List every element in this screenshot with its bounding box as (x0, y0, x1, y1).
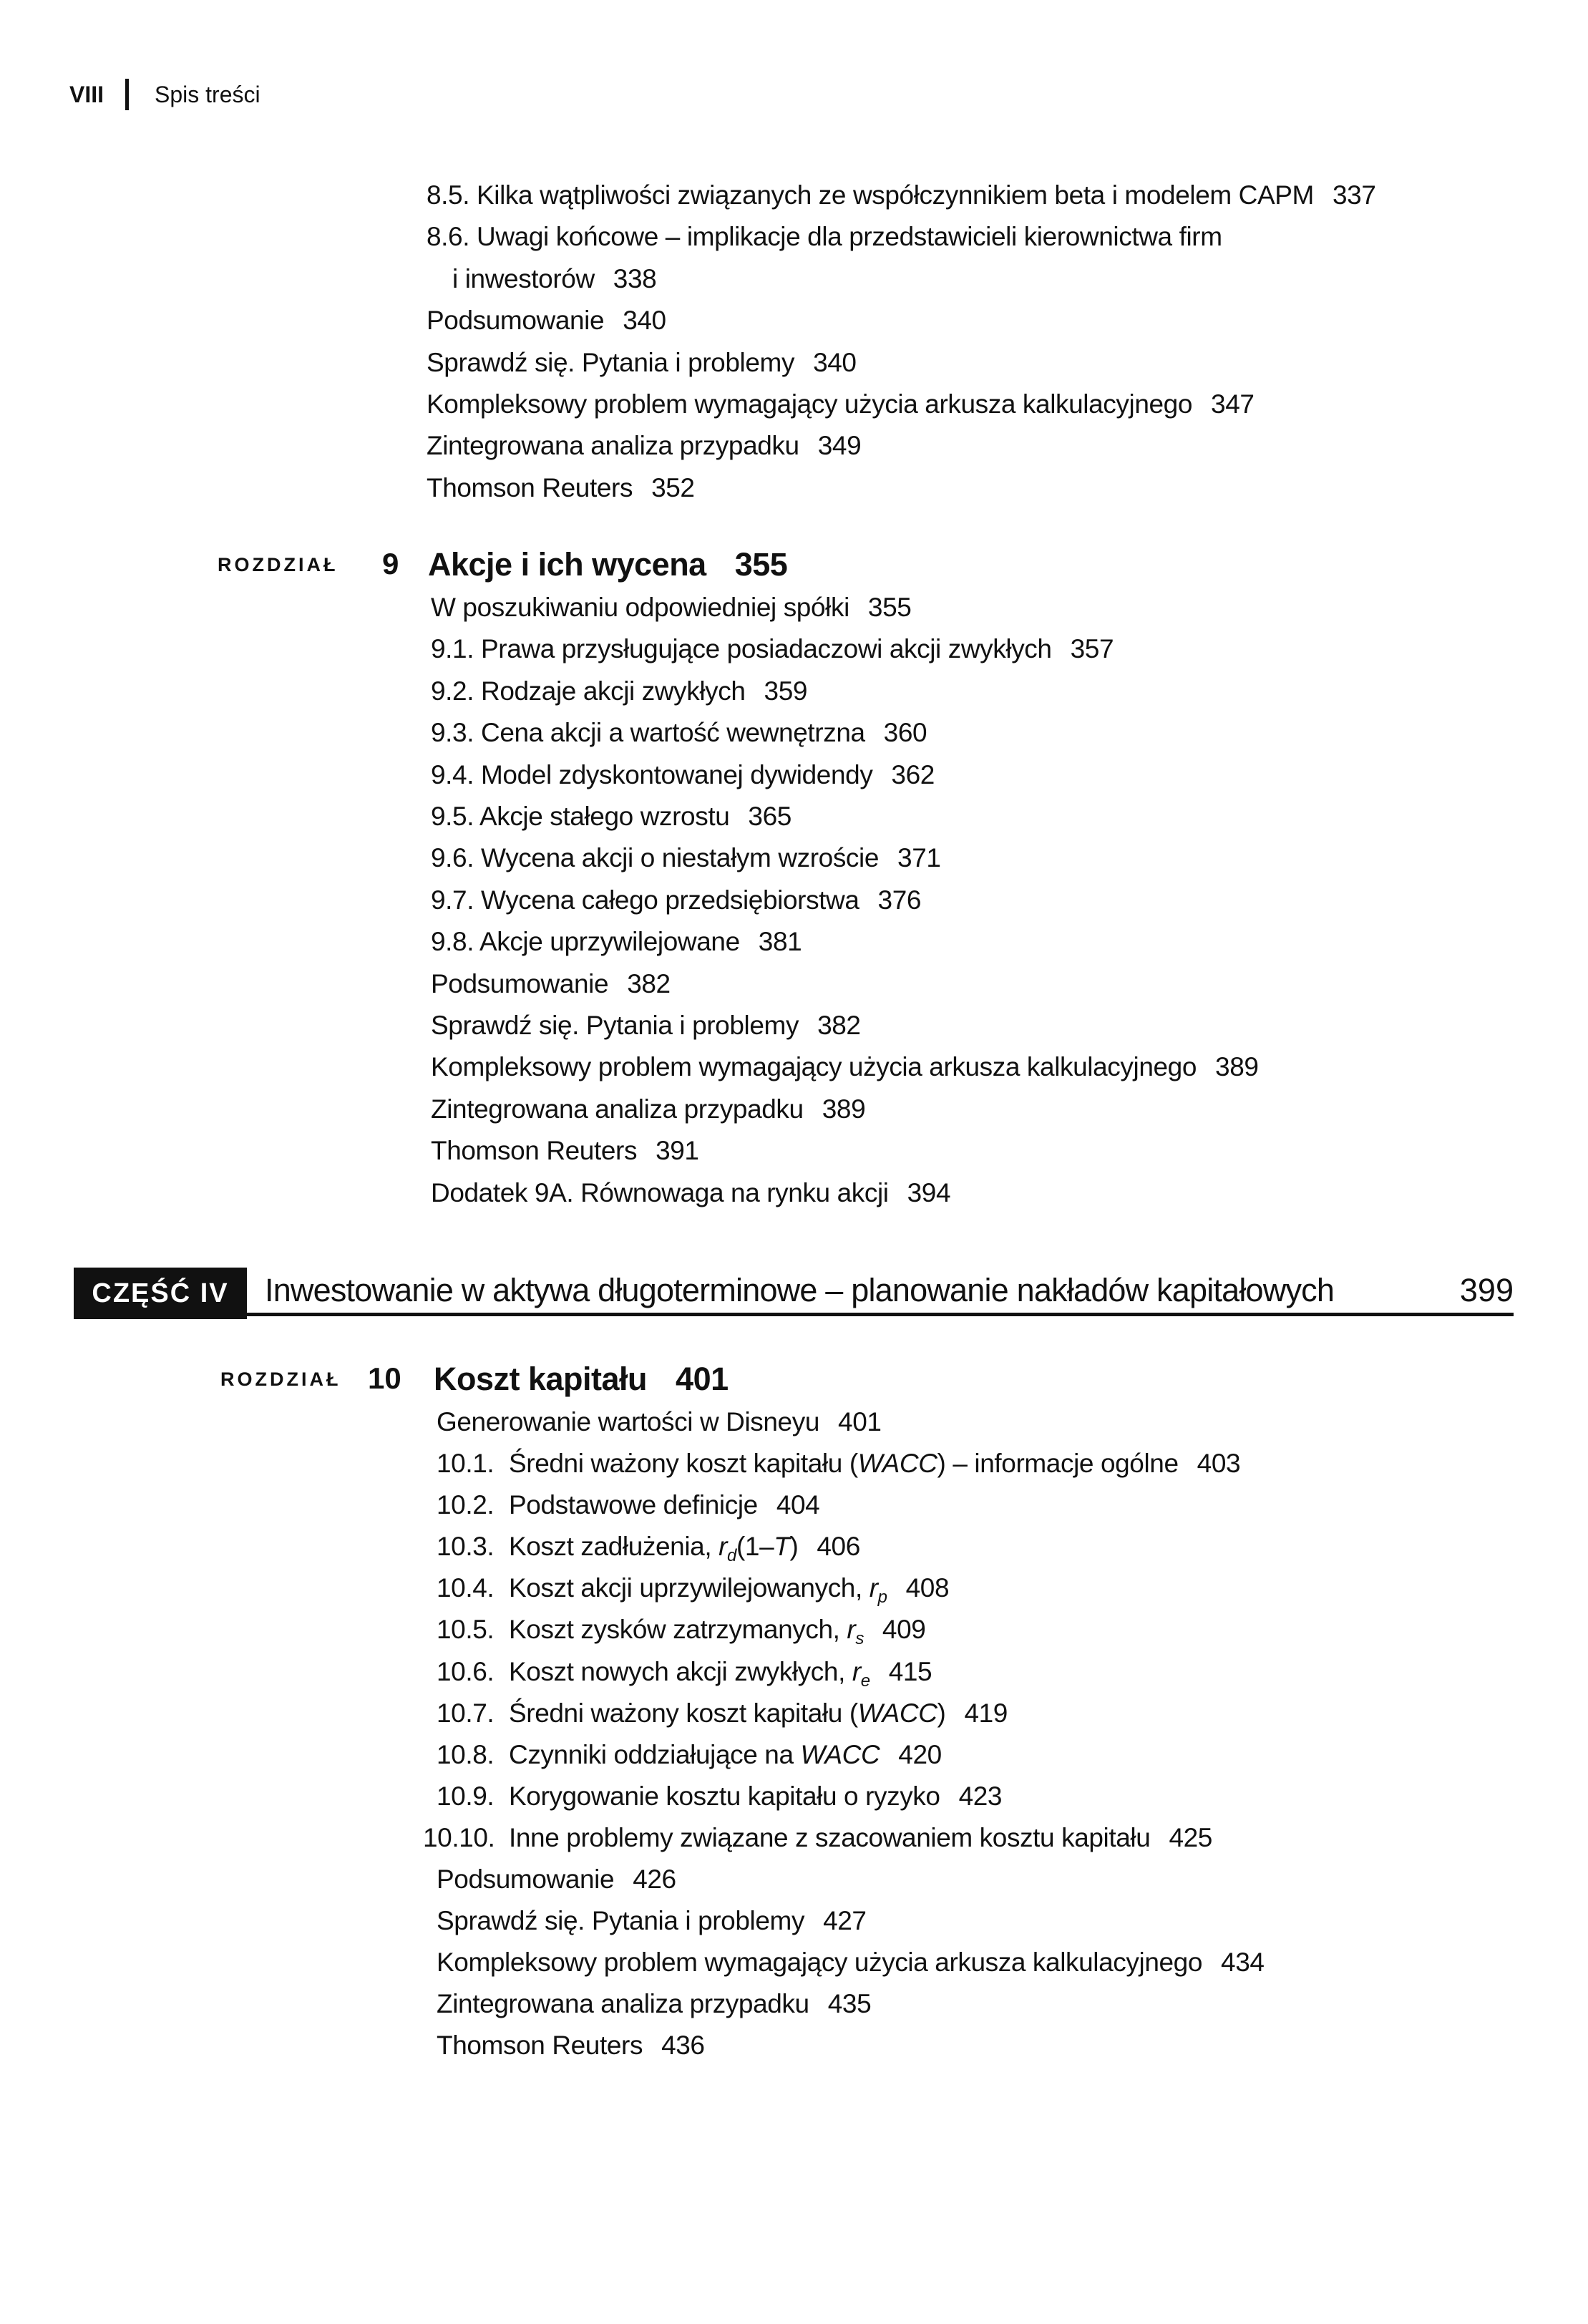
toc-entry[interactable] (427, 342, 1376, 384)
entry-title-segment: Średni ważony koszt kapitału ( (509, 1698, 858, 1728)
chapter-page: 355 (734, 546, 788, 583)
entry-page: 365 (748, 802, 791, 832)
entry-title-segment: Thomson Reuters (437, 2031, 643, 2061)
section-number: 10.4. (437, 1573, 495, 1603)
entry-title-segment: W poszukiwaniu odpowiedniej spółki (431, 593, 849, 622)
section-number: 10.2. (437, 1490, 495, 1520)
entry-page: 435 (827, 1989, 872, 2019)
toc-entry[interactable] (437, 1734, 1265, 1776)
toc-entry[interactable] (437, 1776, 1265, 1817)
entry-page: 371 (897, 843, 941, 873)
toc-entry[interactable] (431, 963, 1259, 1005)
entry-page: 382 (817, 1011, 861, 1041)
entry-page: 340 (813, 347, 857, 377)
entry-page: 419 (964, 1698, 1008, 1728)
entry-page: 408 (905, 1573, 950, 1603)
entry-title-segment: Czynniki oddziałujące na (509, 1739, 801, 1769)
entry-page: 391 (656, 1136, 699, 1166)
toc-entry[interactable] (431, 1005, 1259, 1046)
entry-page: 389 (1215, 1052, 1259, 1082)
part-4-heading (74, 1268, 1514, 1319)
entry-title-segment: Koszt nowych akcji zwykłych, (509, 1656, 852, 1686)
entry-title-segment: Średni ważony koszt kapitału ( (509, 1449, 858, 1479)
entry-title-segment: Sprawdź się. Pytania i problemy (431, 1011, 799, 1041)
entry-page: 360 (883, 718, 927, 748)
part-page: 399 (1459, 1272, 1514, 1308)
entry-title-segment: ) (937, 1698, 946, 1728)
entry-page: 426 (633, 1864, 676, 1895)
section-number: 10.6. (437, 1656, 495, 1686)
chapter-number: 10 (368, 1361, 401, 1395)
entry-title-segment: T (774, 1532, 790, 1562)
toc-entry[interactable] (431, 587, 1259, 628)
section-number: 10.3. (437, 1532, 495, 1562)
entry-title-segment: Sprawdź się. Pytania i problemy (427, 347, 795, 377)
entry-title-segment: Podsumowanie (427, 306, 605, 336)
entry-title-segment: WACC (857, 1698, 937, 1728)
section-number: 10.8. (437, 1739, 495, 1769)
entry-page: 427 (823, 1906, 867, 1936)
entry-title-segment: Sprawdź się. Pytania i problemy (437, 1906, 805, 1936)
entry-title-segment: i inwestorów (452, 263, 595, 293)
toc-entry[interactable] (437, 2025, 1265, 2066)
toc-entry[interactable] (427, 216, 1376, 258)
toc-entry[interactable] (431, 712, 1259, 754)
entry-title-segment: 9.2. Rodzaje akcji zwykłych (431, 676, 746, 706)
entry-title-segment: Korygowanie kosztu kapitału o ryzyko (509, 1781, 940, 1811)
toc-entry[interactable] (437, 1651, 1265, 1693)
part-rule (247, 1313, 1514, 1316)
toc-entry[interactable] (427, 175, 1376, 216)
chapter-page: 401 (676, 1361, 729, 1397)
part-title[interactable]: Inwestowanie w aktywa długoterminowe – planowanie nakładów kapitałowych (265, 1272, 1335, 1308)
toc-entry[interactable] (437, 1443, 1265, 1484)
entry-page: 436 (661, 2031, 705, 2061)
entry-title-segment: 9.3. Cena akcji a wartość wewnętrzna (431, 718, 865, 748)
entry-title-segment: Zintegrowana analiza przypadku (427, 431, 799, 461)
entry-title-segment: Zintegrowana analiza przypadku (431, 1094, 804, 1124)
toc-entry[interactable] (431, 671, 1259, 712)
toc-entry[interactable] (437, 1693, 1265, 1734)
entry-page: 425 (1169, 1822, 1212, 1852)
entry-title-segment: Koszt zadłużenia, (509, 1532, 719, 1562)
running-header (69, 79, 260, 110)
toc-entry[interactable] (431, 1089, 1259, 1130)
entry-title-segment: Generowanie wartości w Disneyu (437, 1407, 820, 1436)
chapter-title[interactable] (428, 546, 787, 583)
entry-page: 357 (1070, 634, 1114, 664)
header-divider (125, 79, 129, 110)
entry-page: 434 (1221, 1948, 1265, 1978)
entry-page: 381 (758, 927, 802, 957)
entry-page: 340 (623, 306, 666, 336)
chapter-title-text: Akcje i ich wycena (428, 546, 706, 583)
toc-entry[interactable] (427, 467, 1376, 509)
entry-title-segment: 9.5. Akcje stałego wzrostu (431, 802, 730, 832)
entry-page: 337 (1332, 180, 1376, 210)
entry-page: 389 (822, 1094, 866, 1124)
section-number: 10.7. (437, 1698, 495, 1728)
entry-title-segment: r (847, 1615, 856, 1645)
toc-block-chapter9 (431, 587, 1259, 1214)
entry-page: 423 (958, 1781, 1003, 1811)
toc-entry[interactable] (427, 300, 1376, 341)
entry-title-segment: Podstawowe definicje (509, 1490, 758, 1520)
toc-entry[interactable] (437, 1900, 1265, 1942)
page-number: VIII (69, 81, 104, 107)
toc-block-chapter8-end (427, 175, 1376, 509)
toc-entry[interactable] (431, 837, 1259, 879)
entry-title-segment: Podsumowanie (431, 968, 609, 998)
entry-title-segment: Inne problemy związane z szacowaniem kosztu kapitału (509, 1822, 1151, 1852)
entry-title-segment: e (860, 1671, 870, 1691)
toc-entry[interactable] (437, 1567, 1265, 1609)
toc-entry[interactable] (431, 628, 1259, 670)
section-number: 10.10. (423, 1822, 495, 1852)
entry-page: 406 (817, 1532, 860, 1562)
toc-entry[interactable] (431, 754, 1259, 796)
entry-title-segment: (1– (736, 1532, 774, 1562)
toc-entry[interactable] (431, 1172, 1259, 1214)
entry-page: 382 (627, 968, 671, 998)
toc-entry[interactable] (437, 1942, 1265, 1983)
entry-page: 347 (1211, 389, 1255, 419)
section-number: 10.1. (437, 1449, 495, 1479)
toc-entry[interactable] (437, 1526, 1265, 1567)
chapter-label: ROZDZIAŁ (218, 554, 338, 575)
header-section: Spis treści (155, 81, 260, 107)
chapter-label: ROZDZIAŁ (220, 1368, 341, 1390)
entry-page: 338 (613, 263, 657, 293)
entry-title-segment: Dodatek 9A. Równowaga na rynku akcji (431, 1177, 889, 1207)
toc-entry[interactable] (431, 921, 1259, 963)
entry-page: 401 (838, 1407, 882, 1436)
entry-title-segment: Kompleksowy problem wymagający użycia arkusza kalkulacyjnego (437, 1948, 1203, 1978)
toc-entry[interactable] (437, 1983, 1265, 2025)
entry-title-segment: Zintegrowana analiza przypadku (437, 1989, 809, 2019)
toc-entry[interactable] (427, 384, 1376, 425)
entry-title-segment: ) (789, 1532, 799, 1562)
toc-entry[interactable] (431, 1046, 1259, 1088)
entry-title-segment: Podsumowanie (437, 1864, 615, 1895)
entry-title-segment: WACC (800, 1739, 880, 1769)
entry-title-segment: 9.8. Akcje uprzywilejowane (431, 927, 740, 957)
entry-page: 394 (907, 1177, 951, 1207)
entry-title-segment: Koszt zysków zatrzymanych, (509, 1615, 847, 1645)
entry-title-segment: 9.6. Wycena akcji o niestałym wzroście (431, 843, 880, 873)
entry-title-segment: 9.4. Model zdyskontowanej dywidendy (431, 759, 873, 789)
entry-title-segment: Kompleksowy problem wymagający użycia arkusza kalkulacyjnego (427, 389, 1193, 419)
toc-entry[interactable] (427, 425, 1376, 467)
entry-title-segment: r (869, 1573, 878, 1603)
entry-title-segment: WACC (857, 1449, 937, 1479)
toc-entry[interactable] (423, 1817, 1265, 1859)
entry-page: 349 (817, 431, 862, 461)
entry-title-segment: Thomson Reuters (427, 472, 633, 502)
chapter-number: 9 (382, 547, 399, 580)
entry-title-segment: Thomson Reuters (431, 1136, 638, 1166)
toc-entry[interactable] (437, 1401, 1265, 1443)
entry-page: 404 (776, 1490, 820, 1520)
entry-title-segment: 8.5. Kilka wątpliwości związanych ze współczynnikiem beta i modelem CAPM (427, 180, 1314, 210)
entry-page: 359 (764, 676, 808, 706)
toc-entry[interactable] (437, 1484, 1265, 1526)
section-number: 10.9. (437, 1781, 495, 1811)
section-number: 10.5. (437, 1615, 495, 1645)
entry-title-segment: 9.1. Prawa przysługujące posiadaczowi akcji zwykłych (431, 634, 1052, 664)
entry-title-segment: r (852, 1656, 861, 1686)
entry-page: 352 (651, 472, 695, 502)
toc-entry[interactable] (431, 796, 1259, 837)
entry-title-segment: ) – informacje ogólne (937, 1449, 1179, 1479)
entry-page: 420 (898, 1739, 942, 1769)
entry-page: 376 (877, 885, 922, 915)
chapter-title-text: Koszt kapitału (434, 1361, 648, 1397)
part-label: CZĘŚĆ IV (74, 1268, 247, 1319)
entry-title-segment: Kompleksowy problem wymagający użycia arkusza kalkulacyjnego (431, 1052, 1197, 1082)
toc-entry[interactable] (427, 258, 1376, 300)
entry-title-segment: 9.7. Wycena całego przedsiębiorstwa (431, 885, 859, 915)
entry-title-segment: d (727, 1546, 736, 1566)
entry-page: 403 (1197, 1449, 1241, 1479)
entry-page: 355 (867, 593, 912, 622)
entry-title-segment: 8.6. Uwagi końcowe – implikacje dla przedstawicieli kierownictwa firm (427, 222, 1222, 252)
entry-page: 362 (891, 759, 935, 789)
toc-entry[interactable] (437, 1859, 1265, 1900)
entry-page: 409 (882, 1615, 926, 1645)
toc-block-chapter10 (423, 1401, 1265, 2067)
chapter-title[interactable] (434, 1361, 729, 1398)
entry-page: 415 (888, 1656, 932, 1686)
toc-entry[interactable] (437, 1609, 1265, 1650)
entry-title-segment: p (877, 1588, 887, 1608)
entry-title-segment: s (855, 1629, 864, 1649)
toc-entry[interactable] (431, 1130, 1259, 1172)
entry-title-segment: Koszt akcji uprzywilejowanych, (509, 1573, 869, 1603)
entry-title-segment: r (719, 1532, 728, 1562)
toc-entry[interactable] (431, 880, 1259, 921)
